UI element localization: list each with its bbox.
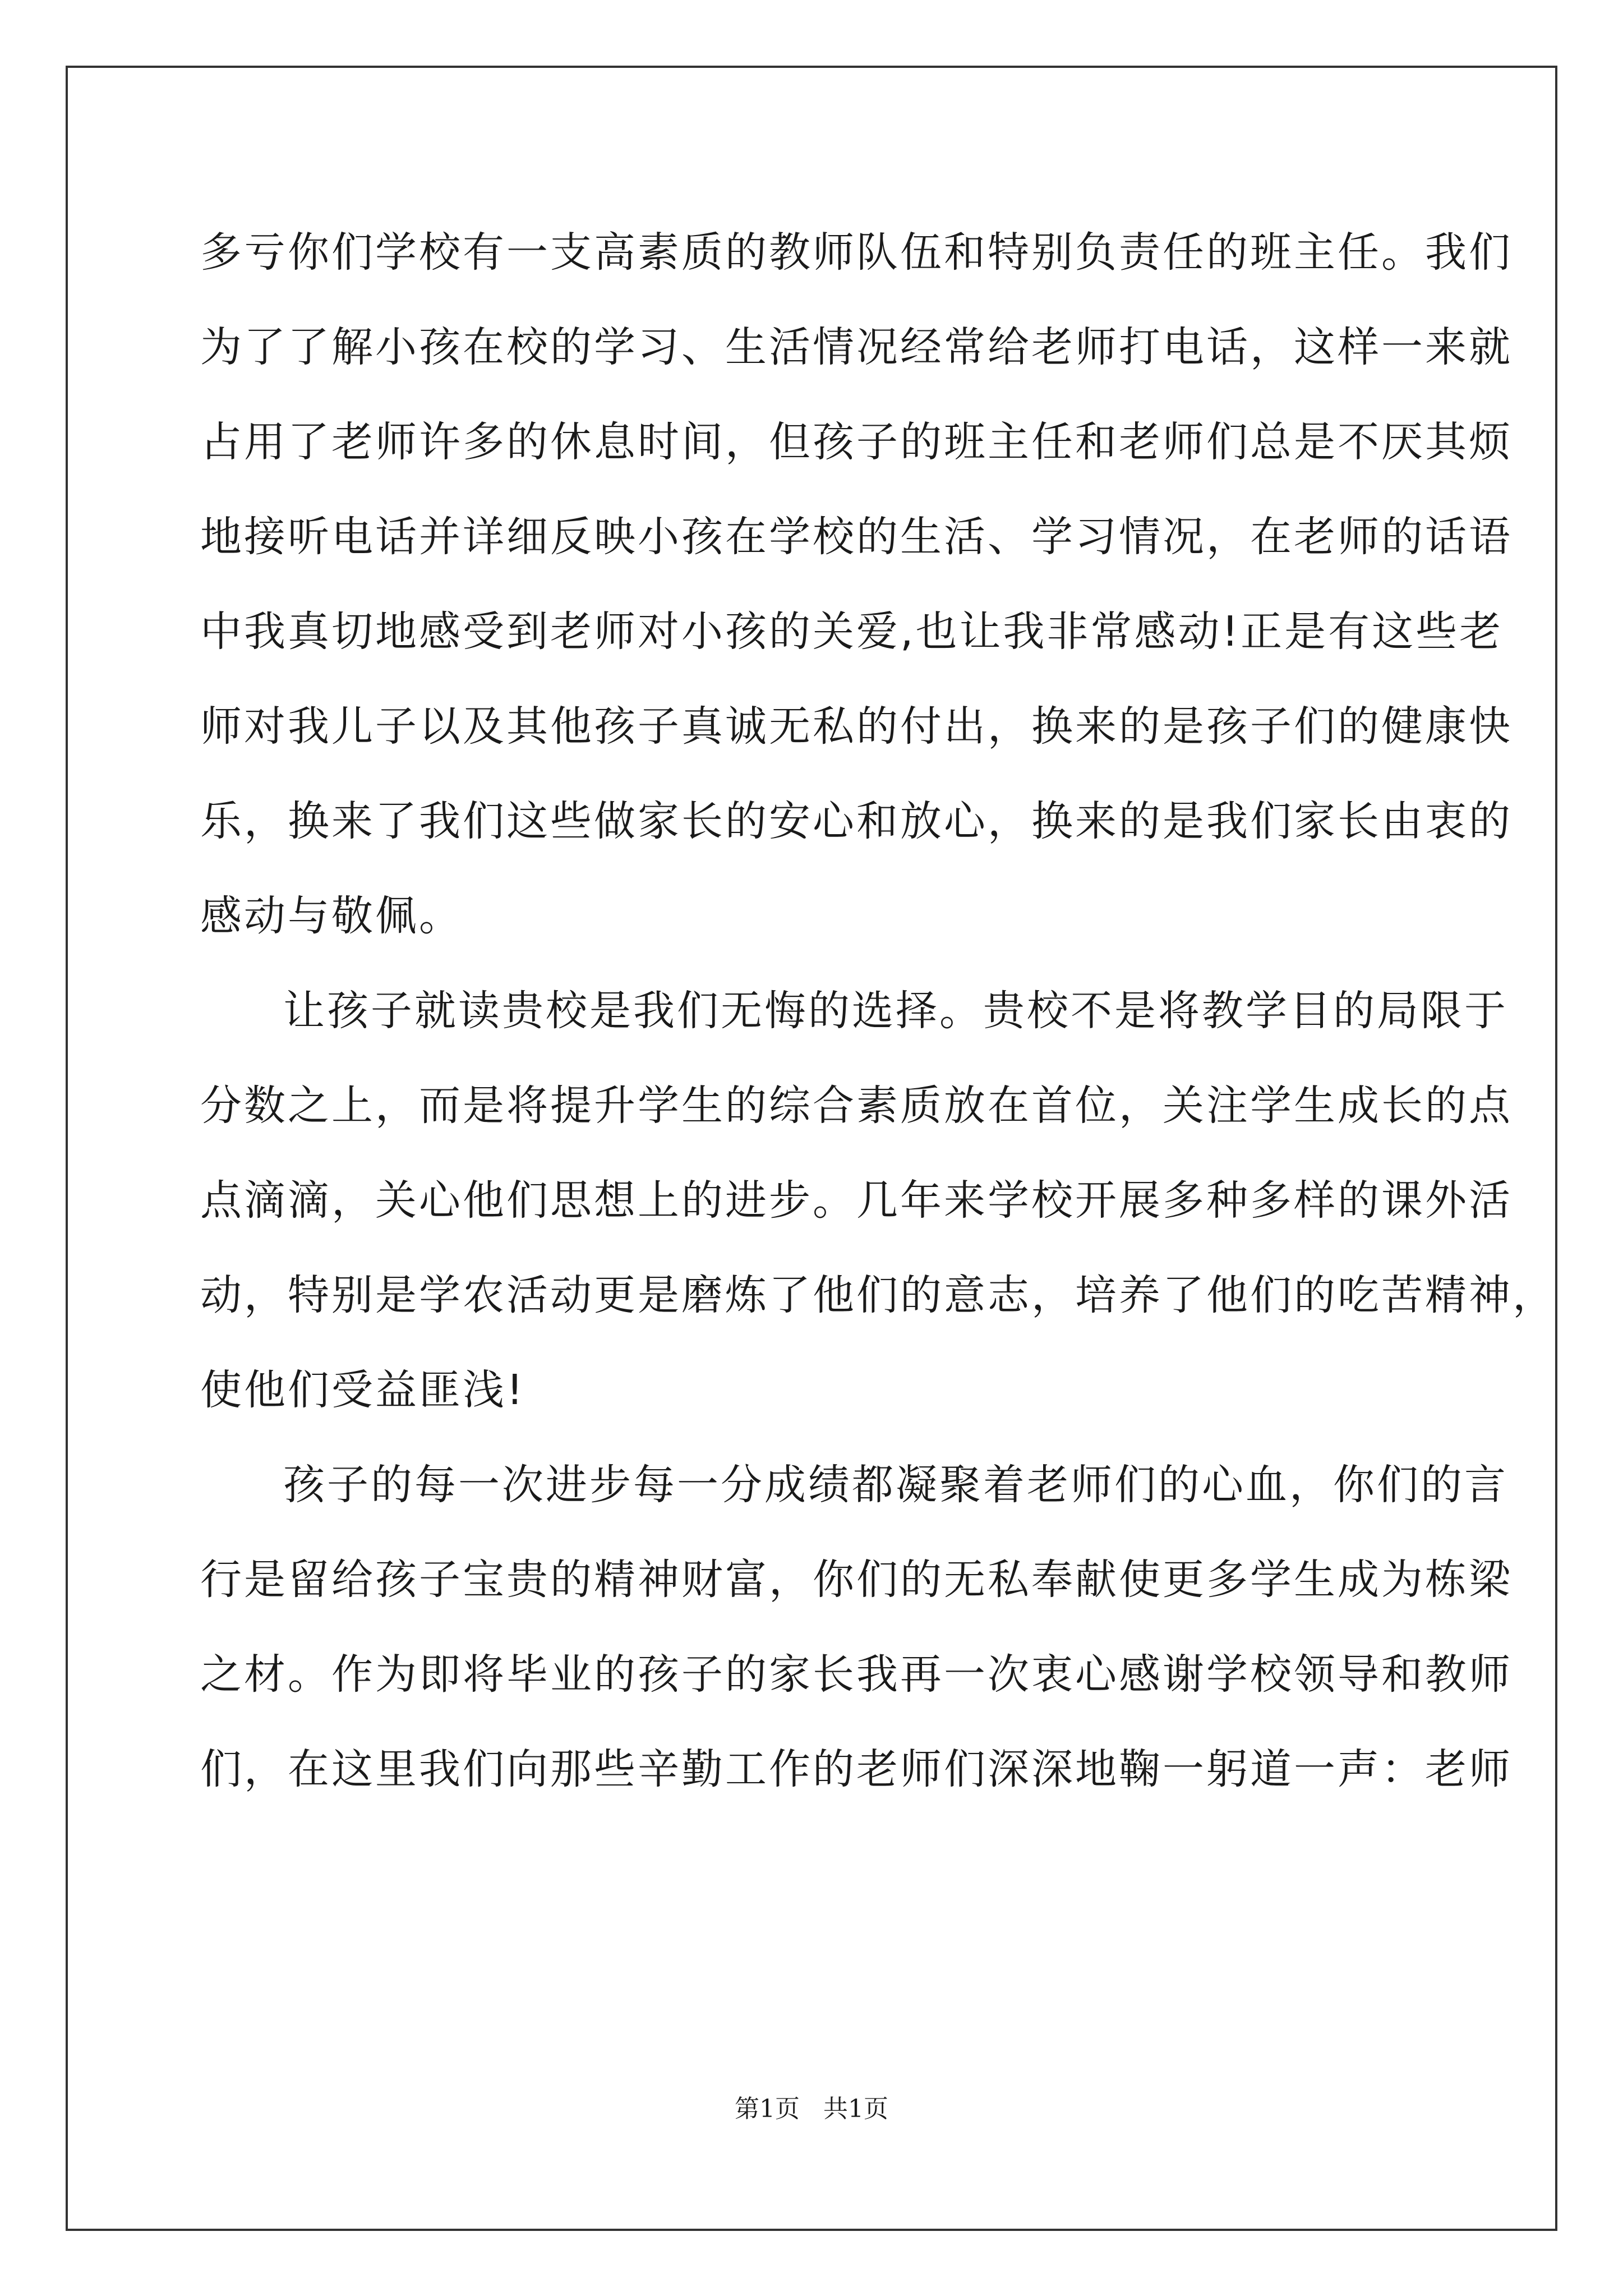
text-line: 师对我儿子以及其他孩子真诚无私的付出，换来的是孩子们的健康快 [200, 702, 1513, 751]
text-line: 占用了老师许多的休息时间，但孩子的班主任和老师们总是不厌其烦 [200, 418, 1513, 466]
page-footer [0, 2092, 1623, 2126]
text-line: 之材。作为即将毕业的孩子的家长我再一次衷心感谢学校领导和教师 [200, 1650, 1513, 1699]
text-line: 分数之上，而是将提升学生的综合素质放在首位，关注学生成长的点 [200, 1082, 1513, 1130]
text-line: 地接听电话并详细反映小孩在学校的生活、学习情况，在老师的话语 [200, 513, 1513, 561]
text-line: 点滴滴，关心他们思想上的进步。几年来学校开展多种多样的课外活 [200, 1176, 1513, 1225]
text-line: 为了了解小孩在校的学习、生活情况经常给老师打电话，这样一来就 [200, 323, 1513, 371]
text-line: 动，特别是学农活动更是磨炼了他们的意志，培养了他们的吃苦精神， [200, 1271, 1556, 1319]
text-line: 乐，换来了我们这些做家长的安心和放心，换来的是我们家长由衷的 [200, 797, 1513, 845]
text-line: 多亏你们学校有一支高素质的教师队伍和特别负责任的班主任。我们 [200, 228, 1513, 277]
page-border [66, 66, 1557, 2231]
page-total: 共1页 [823, 2095, 888, 2123]
text-line: 中我真切地感受到老师对小孩的关爱,也让我非常感动!正是有这些老 [200, 608, 1504, 656]
page-number: 第1页 [735, 2095, 800, 2123]
text-line: 感动与敬佩。 [200, 892, 463, 940]
text-line: 使他们受益匪浅! [200, 1366, 525, 1414]
text-line: 们，在这里我们向那些辛勤工作的老师们深深地鞠一躬道一声：老师 [200, 1745, 1513, 1793]
text-line: 孩子的每一次进步每一分成绩都凝聚着老师们的心血，你们的言 [283, 1461, 1508, 1509]
text-line: 让孩子就读贵校是我们无悔的选择。贵校不是将教学目的局限于 [283, 987, 1508, 1035]
text-line: 行是留给孩子宝贵的精神财富，你们的无私奉献使更多学生成为栋梁 [200, 1556, 1513, 1604]
